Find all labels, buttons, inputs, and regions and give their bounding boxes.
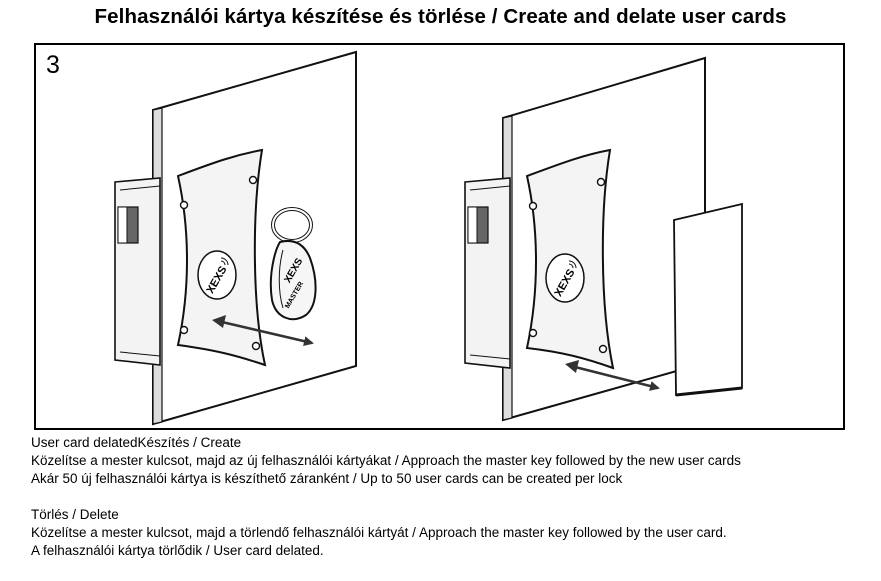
- keyfob-label: MASTER: [284, 280, 306, 310]
- keyfob-brand: XEXS: [282, 256, 306, 286]
- step-number: 3: [46, 51, 60, 79]
- lock-scene-delete: [465, 58, 742, 420]
- create-heading: User card delatedKészítés / Create: [31, 435, 242, 450]
- lock-logo-text: XEXS: [204, 264, 230, 296]
- delete-heading: Törlés / Delete: [31, 507, 119, 522]
- create-line-1: Közelítse a mester kulcsot, majd az új felhasználói kártyákat / Approach the master key followed by the new user cards: [31, 453, 741, 468]
- lock-body: [465, 178, 510, 368]
- delete-line-1: Közelítse a mester kulcsot, majd a törlendő felhasználói kártyát / Approach the master key followed by the user card.: [31, 525, 727, 540]
- lock-body: [115, 178, 160, 365]
- instructions: [31, 434, 741, 560]
- lock-scene-create: [115, 52, 356, 424]
- create-line-2: Akár 50 új felhasználói kártya is készíthető záranként / Up to 50 user cards can be created per lock: [31, 471, 623, 486]
- user-card: [674, 204, 742, 395]
- lock-logo-text: XEXS: [552, 267, 578, 299]
- page-title: Felhasználói kártya készítése és törlése / Create and delate user cards: [94, 5, 787, 28]
- delete-line-2: A felhasználói kártya törlődik / User card delated.: [31, 543, 324, 558]
